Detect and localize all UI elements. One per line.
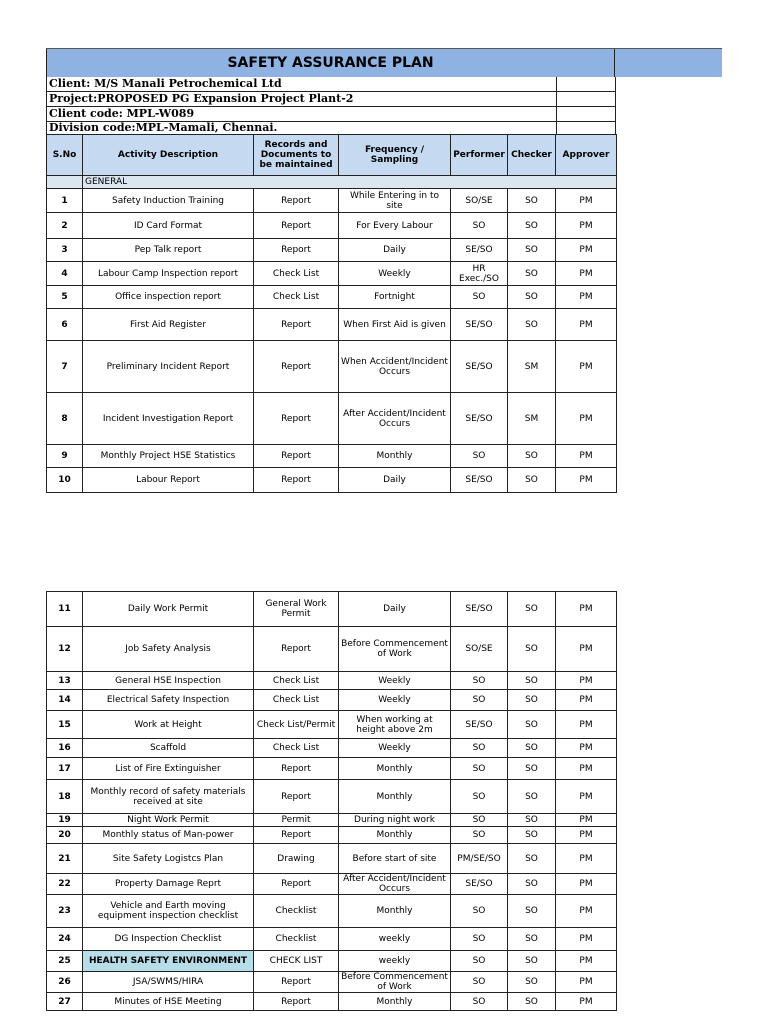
cell-frequency: While Entering in to site	[339, 189, 451, 213]
cell-approver: PM	[556, 239, 617, 262]
header-records: Records and Documents to be maintained	[254, 135, 339, 176]
cell-activity: Electrical Safety Inspection	[83, 690, 254, 711]
cell-records: CHECK LIST	[254, 951, 339, 972]
cell-frequency: Monthly	[339, 993, 451, 1011]
cell-records: Report	[254, 758, 339, 780]
cell-approver: PM	[556, 739, 617, 758]
cell-records: Checklist	[254, 928, 339, 951]
cell-frequency: Before start of site	[339, 844, 451, 874]
cell-performer: SO/SE	[451, 627, 508, 672]
cell-approver: PM	[556, 468, 617, 493]
cell-sno: 11	[47, 592, 83, 627]
cell-frequency: When First Aid is given	[339, 309, 451, 341]
cell-records: Report	[254, 874, 339, 895]
cell-activity: General HSE Inspection	[83, 672, 254, 690]
cell-activity: Monthly Project HSE Statistics	[83, 445, 254, 468]
table-row	[47, 780, 617, 814]
cell-sno: 9	[47, 445, 83, 468]
document-title: SAFETY ASSURANCE PLAN	[46, 49, 615, 77]
cell-frequency: After Accident/Incident Occurs	[339, 874, 451, 895]
header-checker: Checker	[508, 135, 556, 176]
cell-sno: 15	[47, 711, 83, 739]
cell-sno: 8	[47, 393, 83, 445]
cell-frequency: weekly	[339, 951, 451, 972]
header-approver: Approver	[556, 135, 617, 176]
cell-sno: 23	[47, 895, 83, 928]
cell-checker: SO	[508, 711, 556, 739]
cell-records: Report	[254, 445, 339, 468]
cell-frequency: Monthly	[339, 758, 451, 780]
cell-performer: SO	[451, 780, 508, 814]
table-row	[47, 341, 617, 393]
cell-approver: PM	[556, 213, 617, 239]
cell-performer: SO	[451, 213, 508, 239]
cell-sno: 6	[47, 309, 83, 341]
cell-sno: 26	[47, 972, 83, 993]
cell-approver: PM	[556, 951, 617, 972]
cell-approver: PM	[556, 672, 617, 690]
table-row	[47, 468, 617, 493]
cell-sno: 7	[47, 341, 83, 393]
cell-frequency: After Accident/Incident Occurs	[339, 393, 451, 445]
cell-approver: PM	[556, 592, 617, 627]
table-row	[47, 739, 617, 758]
info-project	[46, 92, 616, 107]
cell-sno: 18	[47, 780, 83, 814]
table-row	[47, 711, 617, 739]
table-row	[47, 262, 617, 286]
table-row	[47, 814, 617, 827]
table-row	[47, 627, 617, 672]
cell-activity: Pep Talk report	[83, 239, 254, 262]
cell-checker: SO	[508, 780, 556, 814]
cell-records: Report	[254, 309, 339, 341]
cell-activity: Property Damage Reprt	[83, 874, 254, 895]
title-bar	[46, 48, 722, 77]
header-sno: S.No	[47, 135, 83, 176]
cell-frequency: Monthly	[339, 895, 451, 928]
cell-checker: SO	[508, 758, 556, 780]
cell-checker: SM	[508, 341, 556, 393]
table-row	[47, 393, 617, 445]
cell-records: General Work Permit	[254, 592, 339, 627]
cell-checker: SO	[508, 951, 556, 972]
client-code-text: Client code: MPL-W089	[49, 107, 195, 120]
cell-approver: PM	[556, 286, 617, 309]
cell-performer: SE/SO	[451, 874, 508, 895]
cell-checker: SO	[508, 814, 556, 827]
cell-activity: First Aid Register	[83, 309, 254, 341]
cell-sno: 16	[47, 739, 83, 758]
cell-performer: SE/SO	[451, 592, 508, 627]
cell-activity: DG Inspection Checklist	[83, 928, 254, 951]
cell-frequency: Before Commencement of Work	[339, 972, 451, 993]
plan-table-part2	[46, 591, 617, 1011]
table-row	[47, 239, 617, 262]
cell-checker: SO	[508, 213, 556, 239]
cell-activity: JSA/SWMS/HIRA	[83, 972, 254, 993]
cell-performer: SO/SE	[451, 189, 508, 213]
cell-activity: Incident Investigation Report	[83, 393, 254, 445]
cell-performer: SO	[451, 739, 508, 758]
cell-divider	[556, 77, 557, 91]
cell-approver: PM	[556, 780, 617, 814]
cell-frequency: Weekly	[339, 672, 451, 690]
cell-sno: 5	[47, 286, 83, 309]
cell-approver: PM	[556, 874, 617, 895]
cell-activity: Labour Report	[83, 468, 254, 493]
cell-approver: PM	[556, 827, 617, 844]
table-body-part2	[47, 592, 617, 1011]
cell-sno: 10	[47, 468, 83, 493]
cell-approver: PM	[556, 262, 617, 286]
cell-approver: PM	[556, 341, 617, 393]
cell-records: Report	[254, 189, 339, 213]
cell-activity: HEALTH SAFETY ENVIRONMENT	[83, 951, 254, 972]
cell-performer: SE/SO	[451, 239, 508, 262]
cell-frequency: Weekly	[339, 262, 451, 286]
cell-checker: SO	[508, 239, 556, 262]
table-row	[47, 189, 617, 213]
cell-records: Report	[254, 993, 339, 1011]
cell-frequency: Daily	[339, 592, 451, 627]
cell-records: Report	[254, 213, 339, 239]
cell-records: Report	[254, 239, 339, 262]
cell-approver: PM	[556, 928, 617, 951]
cell-approver: PM	[556, 972, 617, 993]
cell-approver: PM	[556, 993, 617, 1011]
cell-sno: 27	[47, 993, 83, 1011]
cell-sno: 24	[47, 928, 83, 951]
cell-records: Report	[254, 972, 339, 993]
cell-sno: 19	[47, 814, 83, 827]
cell-frequency: Daily	[339, 468, 451, 493]
cell-checker: SO	[508, 445, 556, 468]
table-row	[47, 758, 617, 780]
table-row	[47, 672, 617, 690]
cell-activity: Daily Work Permit	[83, 592, 254, 627]
client-text: Client: M/S Manali Petrochemical Ltd	[49, 77, 282, 90]
header-frequency: Frequency / Sampling	[339, 135, 451, 176]
cell-records: Drawing	[254, 844, 339, 874]
cell-checker: SO	[508, 672, 556, 690]
section-spacer	[47, 176, 83, 189]
cell-records: Permit	[254, 814, 339, 827]
cell-checker: SO	[508, 874, 556, 895]
cell-frequency: Fortnight	[339, 286, 451, 309]
table-row	[47, 690, 617, 711]
cell-sno: 3	[47, 239, 83, 262]
cell-frequency: Monthly	[339, 780, 451, 814]
cell-checker: SO	[508, 262, 556, 286]
cell-records: Report	[254, 341, 339, 393]
cell-performer: SO	[451, 972, 508, 993]
cell-approver: PM	[556, 895, 617, 928]
cell-sno: 2	[47, 213, 83, 239]
cell-performer: HR Exec./SO	[451, 262, 508, 286]
cell-frequency: Daily	[339, 239, 451, 262]
table-row	[47, 844, 617, 874]
cell-divider	[556, 121, 557, 134]
table-row	[47, 213, 617, 239]
table-row	[47, 592, 617, 627]
table-row	[47, 928, 617, 951]
cell-records: Check List	[254, 672, 339, 690]
table-row	[47, 309, 617, 341]
cell-performer: SO	[451, 690, 508, 711]
cell-checker: SO	[508, 972, 556, 993]
cell-records: Report	[254, 827, 339, 844]
cell-checker: SO	[508, 286, 556, 309]
cell-performer: SE/SO	[451, 711, 508, 739]
cell-checker: SO	[508, 928, 556, 951]
plan-table-part1	[46, 134, 617, 493]
section-label-general: GENERAL	[83, 176, 617, 189]
cell-frequency: During night work	[339, 814, 451, 827]
header-activity: Activity Description	[83, 135, 254, 176]
cell-checker: SO	[508, 189, 556, 213]
cell-sno: 21	[47, 844, 83, 874]
cell-performer: SO	[451, 814, 508, 827]
cell-activity: Minutes of HSE Meeting	[83, 993, 254, 1011]
cell-records: Check List	[254, 690, 339, 711]
cell-activity: Office inspection report	[83, 286, 254, 309]
cell-sno: 17	[47, 758, 83, 780]
cell-checker: SO	[508, 627, 556, 672]
cell-checker: SO	[508, 690, 556, 711]
cell-activity: Monthly status of Man-power	[83, 827, 254, 844]
cell-checker: SM	[508, 393, 556, 445]
cell-frequency: weekly	[339, 928, 451, 951]
cell-checker: SO	[508, 592, 556, 627]
cell-approver: PM	[556, 814, 617, 827]
cell-sno: 13	[47, 672, 83, 690]
cell-performer: SO	[451, 895, 508, 928]
cell-performer: SE/SO	[451, 468, 508, 493]
cell-activity: Preliminary Incident Report	[83, 341, 254, 393]
info-client	[46, 77, 616, 92]
cell-checker: SO	[508, 827, 556, 844]
cell-approver: PM	[556, 445, 617, 468]
table-row	[47, 972, 617, 993]
cell-approver: PM	[556, 844, 617, 874]
cell-frequency: When working at height above 2m	[339, 711, 451, 739]
cell-checker: SO	[508, 993, 556, 1011]
division-code-text: Division code:MPL-Mamali, Chennai.	[49, 121, 278, 134]
cell-frequency: Weekly	[339, 690, 451, 711]
cell-checker: SO	[508, 895, 556, 928]
cell-sno: 14	[47, 690, 83, 711]
cell-records: Check List/Permit	[254, 711, 339, 739]
cell-performer: SE/SO	[451, 341, 508, 393]
cell-performer: SE/SO	[451, 393, 508, 445]
cell-performer: PM/SE/SO	[451, 844, 508, 874]
cell-frequency: Monthly	[339, 827, 451, 844]
cell-activity: Job Safety Analysis	[83, 627, 254, 672]
cell-records: Check List	[254, 739, 339, 758]
cell-performer: SO	[451, 993, 508, 1011]
cell-activity: Labour Camp Inspection report	[83, 262, 254, 286]
cell-sno: 12	[47, 627, 83, 672]
cell-activity: Vehicle and Earth moving equipment inspection checklist	[83, 895, 254, 928]
cell-sno: 20	[47, 827, 83, 844]
section-row-general	[47, 176, 617, 189]
cell-sno: 4	[47, 262, 83, 286]
cell-performer: SO	[451, 928, 508, 951]
table-row	[47, 895, 617, 928]
cell-activity: Scaffold	[83, 739, 254, 758]
table-row	[47, 874, 617, 895]
table-row	[47, 445, 617, 468]
cell-approver: PM	[556, 189, 617, 213]
cell-records: Report	[254, 393, 339, 445]
cell-sno: 25	[47, 951, 83, 972]
cell-activity: Monthly record of safety materials received at site	[83, 780, 254, 814]
cell-approver: PM	[556, 309, 617, 341]
cell-sno: 22	[47, 874, 83, 895]
cell-activity: Night Work Permit	[83, 814, 254, 827]
cell-frequency: For Every Labour	[339, 213, 451, 239]
table-row	[47, 993, 617, 1011]
cell-approver: PM	[556, 690, 617, 711]
cell-sno: 1	[47, 189, 83, 213]
cell-frequency: Weekly	[339, 739, 451, 758]
cell-performer: SO	[451, 758, 508, 780]
cell-checker: SO	[508, 468, 556, 493]
cell-frequency: Before Commencement of Work	[339, 627, 451, 672]
table-row	[47, 286, 617, 309]
cell-performer: SE/SO	[451, 309, 508, 341]
cell-approver: PM	[556, 627, 617, 672]
cell-performer: SO	[451, 445, 508, 468]
info-division-code	[46, 121, 616, 135]
cell-activity: ID Card Format	[83, 213, 254, 239]
cell-approver: PM	[556, 711, 617, 739]
cell-checker: SO	[508, 739, 556, 758]
cell-activity: Work at Height	[83, 711, 254, 739]
table-row	[47, 827, 617, 844]
cell-checker: SO	[508, 309, 556, 341]
cell-divider	[556, 92, 557, 106]
header-performer: Performer	[451, 135, 508, 176]
cell-records: Report	[254, 627, 339, 672]
cell-frequency: When Accident/Incident Occurs	[339, 341, 451, 393]
header-row	[47, 135, 617, 176]
cell-records: Check List	[254, 262, 339, 286]
table-row	[47, 951, 617, 972]
cell-records: Report	[254, 780, 339, 814]
cell-activity: List of Fire Extinguisher	[83, 758, 254, 780]
cell-approver: PM	[556, 393, 617, 445]
cell-activity: Safety Induction Training	[83, 189, 254, 213]
project-text: Project:PROPOSED PG Expansion Project Plant-2	[49, 92, 354, 105]
cell-checker: SO	[508, 844, 556, 874]
cell-approver: PM	[556, 758, 617, 780]
cell-records: Checklist	[254, 895, 339, 928]
cell-records: Report	[254, 468, 339, 493]
cell-activity: Site Safety Logistcs Plan	[83, 844, 254, 874]
info-client-code	[46, 107, 616, 122]
table-body-part1	[47, 189, 617, 493]
cell-records: Check List	[254, 286, 339, 309]
cell-performer: SO	[451, 951, 508, 972]
cell-performer: SO	[451, 286, 508, 309]
cell-performer: SO	[451, 827, 508, 844]
cell-divider	[556, 107, 557, 121]
cell-frequency: Monthly	[339, 445, 451, 468]
cell-performer: SO	[451, 672, 508, 690]
